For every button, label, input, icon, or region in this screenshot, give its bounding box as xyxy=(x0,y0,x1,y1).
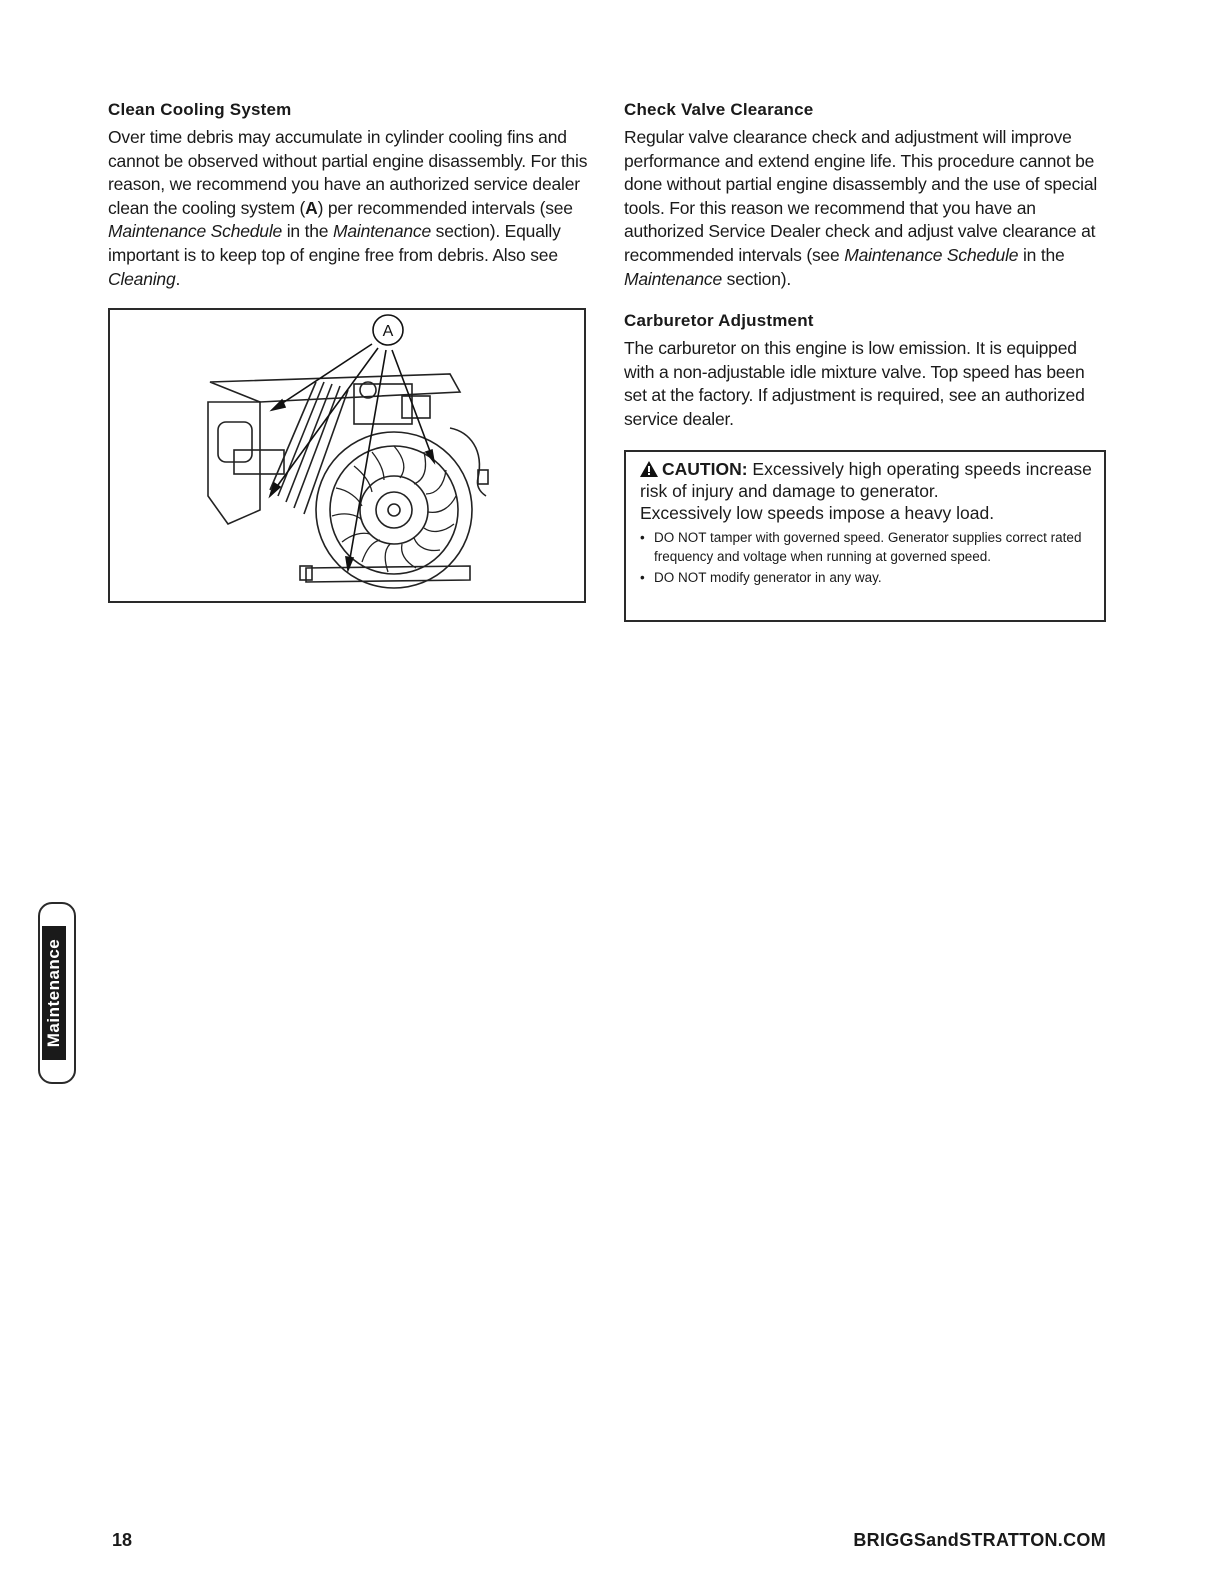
caution-bullets xyxy=(640,528,1092,587)
caution-box xyxy=(624,450,1106,622)
engine-cooling-figure xyxy=(108,308,586,603)
caution-line-2: Excessively low speeds impose a heavy load. xyxy=(640,503,995,523)
warning-triangle-icon xyxy=(640,461,658,477)
air-filter xyxy=(218,422,252,462)
caution-bullet: • DO NOT modify generator in any way. xyxy=(640,568,1092,587)
website-url: BRIGGSandSTRATTON.COM xyxy=(853,1530,1106,1550)
carburetor-paragraph: The carburetor on this engine is low emission. It is equipped with a non-adjustable idle mixture valve. Top speed has been set at the factory. If adjustment is required, see an authorized service dealer. xyxy=(624,338,1085,429)
valve-clearance-paragraph: Regular valve clearance check and adjustment will improve performance and extend engine life. This procedure cannot be done without partial engine disassembly and the use of special tools. For this reason we recommend that you have an authorized Service Dealer check and adjust valve clearance at recommended intervals (see Maintenance Schedule in the Maintenance section). xyxy=(624,127,1098,289)
right-column xyxy=(624,100,1104,432)
page-number: 18 xyxy=(112,1530,133,1550)
caution-bullet: • DO NOT tamper with governed speed. Generator supplies correct rated frequency and voltage when running at governed speed. xyxy=(640,528,1092,566)
carburetor-section xyxy=(624,311,1104,431)
heading-check-valve-clearance: Check Valve Clearance xyxy=(624,100,814,119)
left-column xyxy=(108,100,588,291)
heading-carburetor-adjustment: Carburetor Adjustment xyxy=(624,311,814,331)
section-tab-label: Maintenance xyxy=(44,938,63,1048)
caution-line-1: CAUTION: Excessively high operating speeds increase risk of injury and damage to generator. xyxy=(640,459,1092,501)
flywheel-outer xyxy=(316,432,472,588)
flywheel-nut-ring xyxy=(376,492,412,528)
flywheel-fins-ring xyxy=(330,446,458,574)
heading-clean-cooling-system: Clean Cooling System xyxy=(108,100,292,119)
flywheel-nut xyxy=(388,504,400,516)
caution-word: CAUTION: xyxy=(662,459,748,479)
engine-illustration xyxy=(110,310,584,601)
callout-label: A xyxy=(382,323,394,340)
clean-cooling-paragraph: Over time debris may accumulate in cylinder cooling fins and cannot be observed without partial engine disassembly. For this reason, we recommend you have an authorized service dealer clean the cooling system (A) per recommended intervals (see Maintenance Schedule in the Maintenance section). Equally important is to keep top of engine free from debris. Also see Cleaning. xyxy=(108,127,588,289)
